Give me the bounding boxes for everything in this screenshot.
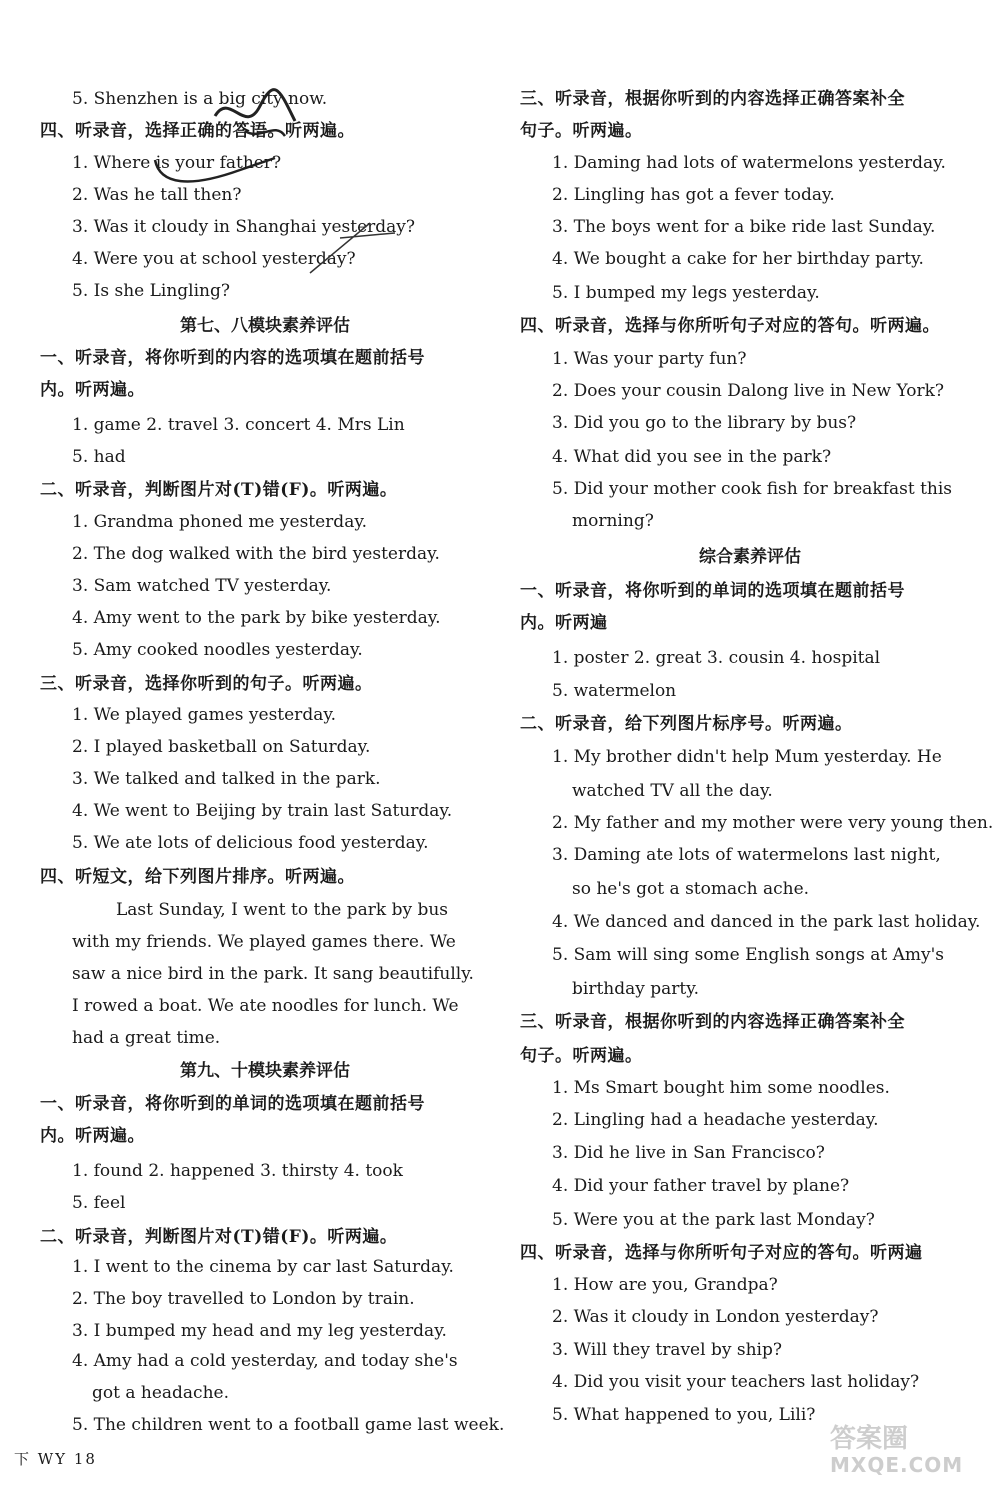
left-item-6: 5. Is she Lingling? xyxy=(72,281,230,301)
right-item-38: 3. Will they travel by ship? xyxy=(552,1340,782,1360)
right-item-30: 1. Ms Smart bought him some noodles. xyxy=(552,1078,890,1098)
left-section-cont-9: 内。听两遍。 xyxy=(40,380,145,400)
right-item-2: 1. Daming had lots of watermelons yesterday. xyxy=(552,153,946,173)
left-section-12: 二、听录音，判断图片对(T)错(F)。听两遍。 xyxy=(40,480,398,500)
left-heading-7: 第七、八模块素养评估 xyxy=(180,316,350,336)
left-item-13: 1. Grandma phoned me yesterday. xyxy=(72,512,368,532)
right-section-cont-1: 句子。听两遍。 xyxy=(520,121,643,141)
right-item-11: 4. What did you see in the park? xyxy=(552,447,832,467)
left-section-8: 一、听录音，将你听到的内容的选项填在题前括号 xyxy=(40,348,425,368)
right-section-35: 四、听录音，选择与你所听句子对应的答句。听两遍 xyxy=(520,1243,923,1263)
right-item-36: 1. How are you, Grandpa? xyxy=(552,1275,778,1295)
right-section-cont-29: 句子。听两遍。 xyxy=(520,1046,643,1066)
left-section-31: 二、听录音，判断图片对(T)错(F)。听两遍。 xyxy=(40,1227,398,1247)
watermark-url: MXQE.COM xyxy=(830,1453,964,1477)
right-item-32: 3. Did he live in San Francisco? xyxy=(552,1143,825,1163)
handwriting-scribble-3 xyxy=(300,218,400,278)
right-item-17: 1. poster 2. great 3. cousin 4. hospital xyxy=(552,648,881,668)
left-item-5: 4. Were you at school yesterday? xyxy=(72,249,356,269)
left-item-30: 5. feel xyxy=(72,1193,126,1213)
right-item-5: 4. We bought a cake for her birthday party. xyxy=(552,249,924,269)
right-section-0: 三、听录音，根据你听到的内容选择正确答案补全 xyxy=(520,89,905,109)
left-section-27: 一、听录音，将你听到的单词的选项填在题前括号 xyxy=(40,1094,425,1114)
left-item-35: 4. Amy had a cold yesterday, and today she's xyxy=(72,1351,458,1371)
right-item-10: 3. Did you go to the library by bus? xyxy=(552,413,857,433)
left-paragraph-25: Last Sunday, I went to the park by bus with my friends. We played games there. We saw a nice bird in the park. It sang beautifully. I rowed a boat. We ate noodles for lunch. We had a great time. xyxy=(72,900,474,1048)
right-item-3: 2. Lingling has got a fever today. xyxy=(552,185,835,205)
left-item-19: 1. We played games yesterday. xyxy=(72,705,337,725)
watermark-text: 答案圈 xyxy=(830,1424,909,1454)
left-section-18: 三、听录音，选择你听到的句子。听两遍。 xyxy=(40,674,373,694)
right-item-25: 4. We danced and danced in the park last holiday. xyxy=(552,912,981,932)
right-heading-14: 综合素养评估 xyxy=(699,547,801,567)
right-item-39: 4. Did you visit your teachers last holiday? xyxy=(552,1372,920,1392)
handwriting-scribble-2 xyxy=(150,150,280,190)
left-section-1: 四、听录音，选择正确的答语。听两遍。 xyxy=(40,121,355,141)
right-item-31: 2. Lingling had a headache yesterday. xyxy=(552,1110,879,1130)
left-item-3: 2. Was he tall then? xyxy=(72,185,242,205)
right-item-9: 2. Does your cousin Dalong live in New York? xyxy=(552,381,945,401)
left-item-37: 5. The children went to a football game last week. xyxy=(72,1415,505,1435)
left-item-32: 1. I went to the cinema by car last Saturday. xyxy=(72,1257,454,1277)
right-item-33: 4. Did your father travel by plane? xyxy=(552,1176,850,1196)
right-item-22: 2. My father and my mother were very young then. xyxy=(552,813,994,833)
right-item2-27: birthday party. xyxy=(572,979,699,999)
right-item2-24: so he's got a stomach ache. xyxy=(572,879,810,899)
left-item-10: 1. game 2. travel 3. concert 4. Mrs Lin xyxy=(72,415,405,435)
left-item-4: 3. Was it cloudy in Shanghai yesterday? xyxy=(72,217,416,237)
right-item-23: 3. Daming ate lots of watermelons last night, xyxy=(552,845,941,865)
left-item-22: 4. We went to Beijing by train last Saturday. xyxy=(72,801,453,821)
left-heading-26: 第九、十模块素养评估 xyxy=(180,1061,350,1081)
right-section-19: 二、听录音，给下列图片标序号。听两遍。 xyxy=(520,714,853,734)
left-item-14: 2. The dog walked with the bird yesterday. xyxy=(72,544,440,564)
left-item-29: 1. found 2. happened 3. thirsty 4. took xyxy=(72,1161,403,1181)
handwriting-scribble xyxy=(210,86,300,146)
right-item2-21: watched TV all the day. xyxy=(572,781,773,801)
right-item-12: 5. Did your mother cook fish for breakfast this xyxy=(552,479,953,499)
left-item-11: 5. had xyxy=(72,447,126,467)
right-item-40: 5. What happened to you, Lili? xyxy=(552,1405,816,1425)
watermark-logo xyxy=(830,1418,963,1477)
left-item-15: 3. Sam watched TV yesterday. xyxy=(72,576,332,596)
right-item-20: 1. My brother didn't help Mum yesterday. He xyxy=(552,747,942,767)
left-item-17: 5. Amy cooked noodles yesterday. xyxy=(72,640,363,660)
right-item2-13: morning? xyxy=(572,511,654,531)
right-item-4: 3. The boys went for a bike ride last Sunday. xyxy=(552,217,936,237)
right-item-34: 5. Were you at the park last Monday? xyxy=(552,1210,875,1230)
left-item-0: 5. Shenzhen is a big city now. xyxy=(72,89,328,109)
right-section-15: 一、听录音，将你听到的单词的选项填在题前括号 xyxy=(520,581,905,601)
left-section-cont-28: 内。听两遍。 xyxy=(40,1126,145,1146)
left-item-33: 2. The boy travelled to London by train. xyxy=(72,1289,415,1309)
right-item-18: 5. watermelon xyxy=(552,681,677,701)
right-section-7: 四、听录音，选择与你所听句子对应的答句。听两遍。 xyxy=(520,316,940,336)
right-item-26: 5. Sam will sing some English songs at Amy's xyxy=(552,945,945,965)
left-item-34: 3. I bumped my head and my leg yesterday. xyxy=(72,1321,447,1341)
right-section-cont-16: 内。听两遍 xyxy=(520,613,608,633)
right-section-28: 三、听录音，根据你听到的内容选择正确答案补全 xyxy=(520,1012,905,1032)
right-item-8: 1. Was your party fun? xyxy=(552,349,747,369)
left-item2-36: got a headache. xyxy=(92,1383,229,1403)
left-item-21: 3. We talked and talked in the park. xyxy=(72,769,381,789)
left-section-24: 四、听短文，给下列图片排序。听两遍。 xyxy=(40,867,355,887)
right-item-6: 5. I bumped my legs yesterday. xyxy=(552,283,820,303)
left-item-23: 5. We ate lots of delicious food yesterday. xyxy=(72,833,429,853)
right-item-37: 2. Was it cloudy in London yesterday? xyxy=(552,1307,879,1327)
left-item-2: 1. Where is your father? xyxy=(72,153,282,173)
page-footer: 下 WY 18 xyxy=(14,1450,97,1468)
left-item-16: 4. Amy went to the park by bike yesterday. xyxy=(72,608,441,628)
left-item-20: 2. I played basketball on Saturday. xyxy=(72,737,371,757)
